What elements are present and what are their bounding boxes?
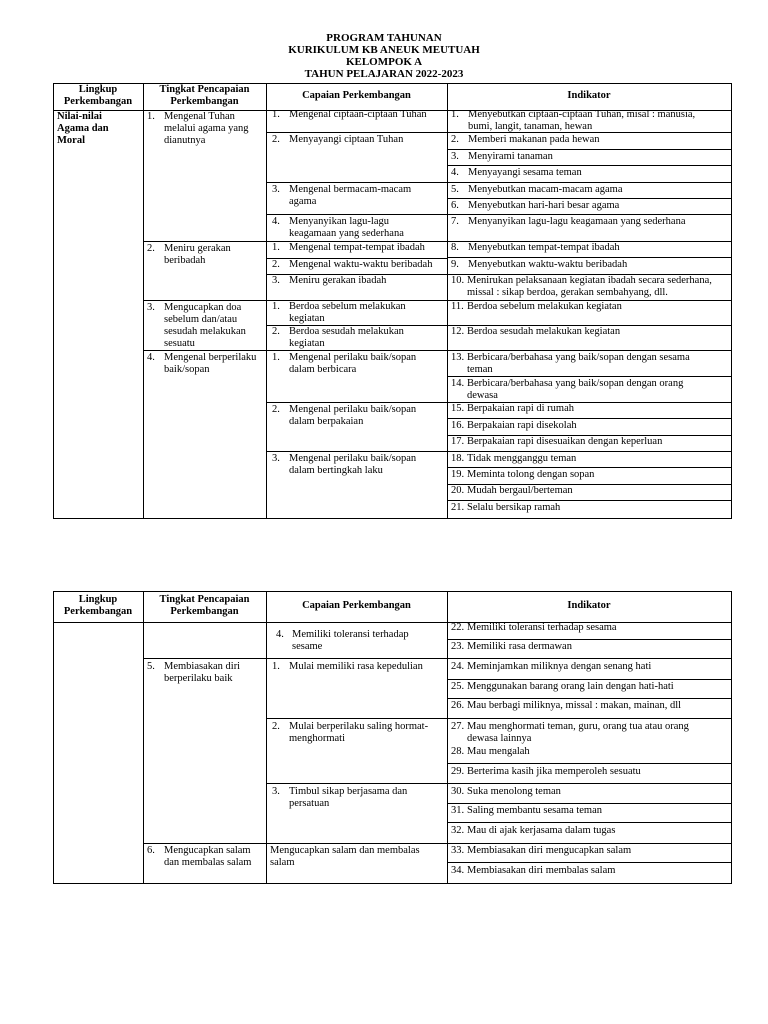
indicator-item-number: 22.	[451, 622, 465, 633]
title-line-3: KELOMPOK A	[345, 56, 423, 68]
column-header-achievement: Capaian Perkembangan	[302, 600, 411, 611]
indicator-item-text: teman	[467, 364, 493, 375]
indicator-divider	[447, 500, 731, 501]
level-item-text: Mengenal berperilaku	[164, 352, 257, 363]
achievement-item-text: salam	[270, 857, 295, 868]
achievement-item-text: Mulai berperilaku saling hormat-	[289, 721, 429, 732]
indicator-item-number: 19.	[451, 469, 465, 480]
indicator-item-text: Berterima kasih jika memperoleh sesuatu	[467, 766, 641, 777]
indicator-divider	[447, 451, 731, 452]
indicator-item-text: Saling membantu sesama teman	[467, 805, 603, 816]
level-item-number: 5.	[147, 661, 155, 672]
indicator-item-text: Menyebutkan hari-hari besar agama	[468, 200, 620, 211]
indicator-item-text: Suka menolong teman	[467, 786, 561, 797]
indicator-item-text: Menyirami tanaman	[468, 151, 553, 162]
achievement-item-text: sesame	[292, 641, 323, 652]
achievement-item-number: 3.	[272, 275, 280, 286]
achievement-item-number: 1.	[272, 301, 280, 312]
table2-column-rule	[143, 591, 144, 884]
indicator-item-number: 9.	[451, 259, 459, 270]
indicator-item-number: 25.	[451, 681, 465, 692]
indicator-divider	[447, 214, 731, 215]
scope-label: Agama dan	[57, 123, 109, 134]
level-item-text: beribadah	[164, 255, 206, 266]
indicator-item-text: Tidak mengganggu teman	[467, 453, 577, 464]
achievement-divider	[266, 132, 447, 133]
column-header-achievement: Capaian Perkembangan	[302, 90, 411, 101]
indicator-item-number: 31.	[451, 805, 465, 816]
indicator-item-text: Mau di ajak kerjasama dalam tugas	[467, 825, 616, 836]
indicator-item-text: Berbicara/berbahasa yang baik/sopan dengan orang	[467, 378, 684, 389]
column-header-scope: Perkembangan	[63, 96, 133, 107]
indicator-item-number: 21.	[451, 502, 465, 513]
title-line-4: TAHUN PELAJARAN 2022-2023	[304, 68, 464, 80]
indicator-item-number: 26.	[451, 700, 465, 711]
title-line-2: KURIKULUM KB ANEUK MEUTUAH	[288, 44, 480, 56]
indicator-item-text: Mudah bergaul/berteman	[467, 485, 573, 496]
achievement-item-text: Berdoa sesudah melakukan	[289, 326, 404, 337]
indicator-item-text: Berbicara/berbahasa yang baik/sopan dengan sesama	[467, 352, 690, 363]
achievement-item-number: 3.	[272, 786, 280, 797]
achievement-item-number: 2.	[272, 404, 280, 415]
indicator-divider	[447, 698, 731, 699]
indicator-divider	[447, 718, 731, 719]
table2-column-rule	[447, 591, 448, 884]
level-item-text: Mengenal Tuhan	[164, 111, 235, 122]
indicator-item-number: 30.	[451, 786, 465, 797]
achievement-item-text: persatuan	[289, 798, 330, 809]
achievement-item-text: Mengucapkan salam dan membalas	[270, 845, 420, 856]
achievement-item-text: Memiliki toleransi terhadap	[292, 629, 409, 640]
indicator-divider	[447, 803, 731, 804]
indicator-item-number: 8.	[451, 242, 459, 253]
table1-bottom-border	[53, 518, 732, 519]
indicator-divider	[447, 763, 731, 764]
indicator-item-text: Memberi makanan pada hewan	[468, 134, 600, 145]
indicator-item-number: 17.	[451, 436, 465, 447]
indicator-item-number: 28.	[451, 746, 465, 757]
indicator-item-number: 16.	[451, 420, 465, 431]
indicator-item-number: 4.	[451, 167, 459, 178]
indicator-item-number: 5.	[451, 184, 459, 195]
level-item-number: 6.	[147, 845, 155, 856]
indicator-item-text: Berpakaian rapi di rumah	[467, 403, 574, 414]
achievement-item-number: 2.	[272, 326, 280, 337]
indicator-divider	[447, 822, 731, 823]
indicator-divider	[447, 658, 731, 659]
level-item-text: Meniru gerakan	[164, 243, 231, 254]
achievement-item-text: agama	[289, 196, 317, 207]
indicator-item-text: Berdoa sebelum melakukan kegiatan	[467, 301, 622, 312]
indicator-item-text: Mau menghormati teman, guru, orang tua atau orang	[467, 721, 689, 732]
indicator-divider	[447, 198, 731, 199]
column-header-scope: Lingkup	[78, 84, 118, 95]
achievement-item-text: kegiatan	[289, 338, 325, 349]
level-item-text: sebelum dan/atau	[164, 314, 238, 325]
achievement-item-number: 4.	[272, 216, 280, 227]
indicator-item-text: Menirukan pelaksanaan kegiatan ibadah secara sederhana,	[467, 275, 712, 286]
achievement-divider	[266, 718, 447, 719]
achievement-item-text: Mengenal bermacam-macam	[289, 184, 412, 195]
indicator-item-text: Menyanyikan lagu-lagu keagamaan yang sederhana	[468, 216, 686, 227]
achievement-item-number: 2.	[272, 259, 280, 270]
level-item-text: sesuatu	[164, 338, 195, 349]
indicator-item-number: 33.	[451, 845, 465, 856]
level-item-text: dan membalas salam	[164, 857, 252, 868]
achievement-item-number: 3.	[272, 453, 280, 464]
indicator-item-text: Memiliki toleransi terhadap sesama	[467, 622, 617, 633]
achievement-item-number: 1.	[272, 352, 280, 363]
achievement-divider	[266, 843, 447, 844]
column-header-level: Perkembangan	[170, 606, 239, 617]
level-item-text: sesudah melakukan	[164, 326, 246, 337]
achievement-item-number: 2.	[272, 721, 280, 732]
indicator-item-text: Meminta tolong dengan sopan	[467, 469, 595, 480]
table1-column-rule	[266, 83, 267, 519]
indicator-divider	[447, 679, 731, 680]
achievement-item-text: Timbul sikap berjasama dan	[289, 786, 408, 797]
indicator-item-text: Mau berbagi miliknya, missal : makan, mainan, dll	[467, 700, 682, 711]
level-divider	[143, 350, 266, 351]
achievement-item-text: Mengenal perilaku baik/sopan	[289, 404, 417, 415]
achievement-item-text: dalam berpakaian	[289, 416, 364, 427]
indicator-divider	[447, 350, 731, 351]
achievement-item-text: Mengenal perilaku baik/sopan	[289, 453, 417, 464]
indicator-item-number: 2.	[451, 134, 459, 145]
indicator-item-text: Mau mengalah	[467, 746, 530, 757]
indicator-divider	[447, 182, 731, 183]
scope-label: Moral	[57, 135, 85, 146]
achievement-item-text: kegiatan	[289, 313, 325, 324]
indicator-divider	[447, 843, 731, 844]
indicator-item-text: dewasa	[467, 390, 498, 401]
indicator-item-text: Membiasakan diri membalas salam	[467, 865, 616, 876]
indicator-divider	[447, 257, 731, 258]
indicator-item-number: 15.	[451, 403, 465, 414]
table1-column-rule	[731, 83, 732, 519]
indicator-item-text: Berpakaian rapi disesuaikan dengan keperluan	[467, 436, 663, 447]
indicator-divider	[447, 783, 731, 784]
achievement-divider	[266, 182, 447, 183]
column-header-scope: Perkembangan	[63, 606, 133, 617]
achievement-item-text: Mulai memiliki rasa kepedulian	[289, 661, 423, 672]
level-item-text: Mengucapkan doa	[164, 302, 242, 313]
achievement-item-text: Menyayangi ciptaan Tuhan	[289, 134, 404, 145]
level-item-text: dianutnya	[164, 135, 206, 146]
table2-column-rule	[53, 591, 54, 884]
achievement-item-number: 3.	[272, 184, 280, 195]
indicator-item-text: Menyebutkan ciptaan-ciptaan Tuhan, misal : manusia,	[468, 109, 696, 120]
indicator-item-number: 14.	[451, 378, 465, 389]
indicator-divider	[447, 149, 731, 150]
achievement-divider	[266, 783, 447, 784]
column-header-level: Tingkat Pencapaian	[159, 594, 250, 605]
indicator-item-number: 7.	[451, 216, 459, 227]
indicator-item-text: Berpakaian rapi disekolah	[467, 420, 577, 431]
level-item-text: Mengucapkan salam	[164, 845, 251, 856]
level-divider	[143, 300, 266, 301]
indicator-divider	[447, 467, 731, 468]
level-divider	[143, 241, 266, 242]
achievement-divider	[266, 214, 447, 215]
table2-column-rule	[266, 591, 267, 884]
indicator-item-number: 29.	[451, 766, 465, 777]
table2-top-border	[53, 591, 732, 592]
level-item-number: 2.	[147, 243, 155, 254]
indicator-divider	[447, 376, 731, 377]
achievement-item-text: Berdoa sebelum melakukan	[289, 301, 406, 312]
indicator-item-text: missal : sikap berdoa, gerakan sembahyang, dll.	[467, 287, 668, 298]
achievement-item-number: 2.	[272, 134, 280, 145]
title-line-1: PROGRAM TAHUNAN	[326, 32, 442, 44]
indicator-divider	[447, 165, 731, 166]
achievement-divider	[266, 350, 447, 351]
achievement-divider	[266, 658, 447, 659]
indicator-item-text: Menyebutkan waktu-waktu beribadah	[468, 259, 628, 270]
table2-header-rule	[53, 622, 732, 623]
indicator-item-text: Meminjamkan miliknya dengan senang hati	[467, 661, 652, 672]
indicator-item-text: Membiasakan diri mengucapkan salam	[467, 845, 632, 856]
achievement-item-text: Menyanyikan lagu-lagu	[289, 216, 390, 227]
table2-bottom-border	[53, 883, 732, 884]
indicator-item-text: Selalu bersikap ramah	[467, 502, 561, 513]
achievement-item-text: Mengenal perilaku baik/sopan	[289, 352, 417, 363]
indicator-item-number: 18.	[451, 453, 465, 464]
table2-column-rule	[731, 591, 732, 884]
indicator-item-text: Menyayangi sesama teman	[468, 167, 582, 178]
indicator-item-text: bumi, langit, tanaman, hewan	[468, 121, 593, 132]
indicator-item-number: 11.	[451, 301, 464, 312]
table1-column-rule	[143, 83, 144, 519]
scope-label: Nilai-nilai	[57, 111, 102, 122]
indicator-item-number: 20.	[451, 485, 465, 496]
indicator-item-number: 13.	[451, 352, 465, 363]
achievement-item-text: menghormati	[289, 733, 345, 744]
achievement-item-text: Meniru gerakan ibadah	[289, 275, 387, 286]
indicator-item-number: 3.	[451, 151, 459, 162]
level-divider	[143, 658, 266, 659]
indicator-item-text: Menyebutkan tempat-tempat ibadah	[468, 242, 620, 253]
indicator-item-text: dewasa lainnya	[467, 733, 532, 744]
achievement-item-number: 1.	[272, 242, 280, 253]
achievement-item-text: dalam berbicara	[289, 364, 357, 375]
column-header-scope: Lingkup	[78, 594, 118, 605]
achievement-item-text: dalam bertingkah laku	[289, 465, 383, 476]
achievement-item-text: Mengenal ciptaan-ciptaan Tuhan	[289, 109, 427, 120]
indicator-item-number: 12.	[451, 326, 465, 337]
level-item-text: berperilaku baik	[164, 673, 233, 684]
indicator-item-text: Memiliki rasa dermawan	[467, 641, 572, 652]
indicator-item-number: 6.	[451, 200, 459, 211]
achievement-item-number: 1.	[272, 661, 280, 672]
indicator-item-text: Menyebutkan macam-macam agama	[468, 184, 623, 195]
achievement-divider	[266, 451, 447, 452]
achievement-divider	[266, 402, 447, 403]
indicator-item-number: 10.	[451, 275, 465, 286]
column-header-indicator: Indikator	[567, 90, 611, 101]
level-item-number: 4.	[147, 352, 155, 363]
achievement-item-number: 1.	[272, 109, 280, 120]
indicator-divider	[447, 639, 731, 640]
achievement-item-text: keagamaan yang sederhana	[289, 228, 404, 239]
level-item-text: melalui agama yang	[164, 123, 249, 134]
level-item-number: 3.	[147, 302, 155, 313]
achievement-item-text: Mengenal tempat-tempat ibadah	[289, 242, 425, 253]
indicator-item-number: 32.	[451, 825, 465, 836]
indicator-item-text: Menggunakan barang orang lain dengan hati-hati	[467, 681, 674, 692]
achievement-item-number: 4.	[276, 629, 284, 640]
indicator-divider	[447, 862, 731, 863]
table1-column-rule	[53, 83, 54, 519]
indicator-item-number: 27.	[451, 721, 465, 732]
column-header-level: Tingkat Pencapaian	[159, 84, 250, 95]
column-header-indicator: Indikator	[567, 600, 611, 611]
level-item-text: baik/sopan	[164, 364, 210, 375]
level-item-number: 1.	[147, 111, 155, 122]
column-header-level: Perkembangan	[170, 96, 239, 107]
level-item-text: Membiasakan diri	[164, 661, 241, 672]
indicator-item-number: 1.	[451, 109, 459, 120]
indicator-item-number: 34.	[451, 865, 465, 876]
achievement-item-text: Mengenal waktu-waktu beribadah	[289, 259, 433, 270]
level-divider	[143, 843, 266, 844]
indicator-divider	[447, 418, 731, 419]
indicator-item-number: 24.	[451, 661, 465, 672]
indicator-item-text: Berdoa sesudah melakukan kegiatan	[467, 326, 621, 337]
indicator-item-number: 23.	[451, 641, 465, 652]
